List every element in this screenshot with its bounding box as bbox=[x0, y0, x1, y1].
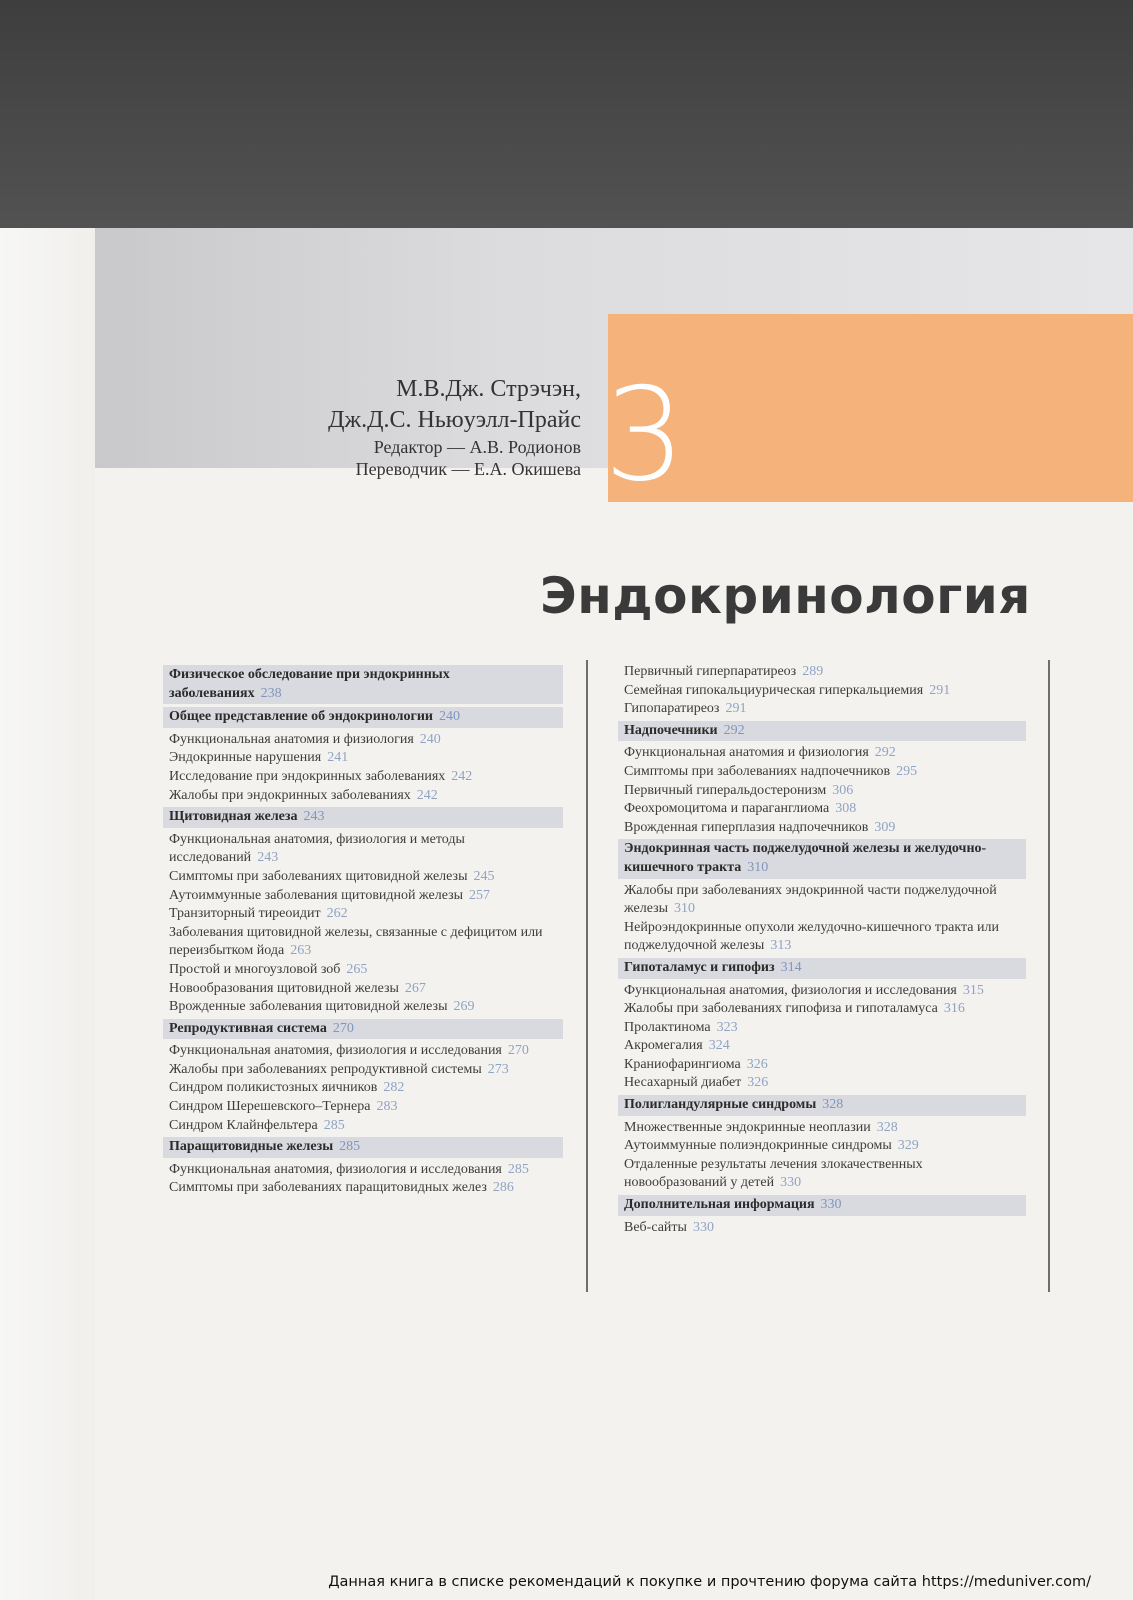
toc-page-number: 309 bbox=[874, 819, 896, 835]
toc-entry-title: Гипопаратиреоз bbox=[624, 701, 720, 717]
toc-entry-title: Множественные эндокринные неоплазии bbox=[624, 1119, 871, 1135]
toc-entry-title: Семейная гипокальциурическая гиперкальциемия bbox=[624, 682, 924, 698]
toc-entry bbox=[163, 887, 563, 906]
footer-note: Данная книга в списке рекомендаций к покупке и прочтению форума сайта https://meduniver.com/ bbox=[328, 1574, 1091, 1590]
toc-entry bbox=[618, 1219, 1026, 1238]
toc-entry-title: Аутоиммунные заболевания щитовидной железы bbox=[169, 887, 464, 903]
toc-page-number: 245 bbox=[473, 868, 495, 884]
toc-entry bbox=[163, 749, 563, 768]
toc-entry-title: Функциональная анатомия и физиология bbox=[624, 745, 869, 761]
toc-entry bbox=[163, 1117, 563, 1136]
toc-entry-title: Функциональная анатомия, физиология и исследования bbox=[169, 1043, 502, 1059]
toc-page-number: 308 bbox=[835, 801, 857, 817]
toc-entry bbox=[618, 800, 1026, 819]
toc-entry-title: Пролактинома bbox=[624, 1019, 711, 1035]
toc-entry-title: Синдром Шерешевского–Тернера bbox=[169, 1099, 371, 1115]
toc-page-number: 315 bbox=[962, 982, 984, 998]
toc-entry bbox=[163, 1042, 563, 1061]
toc-page-number: 310 bbox=[674, 901, 696, 917]
toc-column-left bbox=[163, 663, 563, 1198]
toc-page-number: 267 bbox=[404, 980, 426, 996]
toc-entry-title: Веб-сайты bbox=[624, 1219, 687, 1235]
toc-entry-title: Новообразования щитовидной железы bbox=[169, 980, 399, 996]
toc-entry bbox=[163, 787, 563, 806]
toc-entry bbox=[163, 768, 563, 787]
toc-entry-title: Функциональная анатомия, физиология и методы исследований bbox=[169, 831, 465, 866]
toc-entry bbox=[618, 1119, 1026, 1138]
toc-page-number: 285 bbox=[339, 1139, 361, 1155]
toc-entry-title: Несахарный диабет bbox=[624, 1075, 742, 1091]
toc-section-heading bbox=[618, 958, 1026, 979]
toc-entry bbox=[618, 1074, 1026, 1093]
toc-entry-title: Дополнительная информация bbox=[624, 1197, 815, 1213]
toc-entry-title: Первичный гиперальдостеронизм bbox=[624, 782, 827, 798]
toc-page-number: 330 bbox=[692, 1219, 714, 1235]
toc-page-number: 291 bbox=[725, 701, 747, 717]
toc-entry-title: Надпочечники bbox=[624, 722, 718, 738]
toc-entry bbox=[618, 1137, 1026, 1156]
toc-entry bbox=[618, 1037, 1026, 1056]
toc-entry-title: Щитовидная железа bbox=[169, 809, 298, 825]
toc-entry-title: Отдаленные результаты лечения злокачественных новообразований у детей bbox=[624, 1156, 923, 1191]
toc-section-heading bbox=[163, 665, 563, 704]
toc-entry-title: Общее представление об эндокринологии bbox=[169, 709, 433, 725]
toc-page-number: 238 bbox=[260, 685, 282, 701]
toc-page-number: 257 bbox=[469, 887, 491, 903]
toc-page-number: 330 bbox=[780, 1175, 802, 1191]
toc-section-heading bbox=[163, 707, 563, 728]
toc-page-number: 314 bbox=[780, 959, 802, 975]
toc-entry-title: Синдром Клайнфельтера bbox=[169, 1117, 318, 1133]
toc-entry bbox=[618, 763, 1026, 782]
toc-entry bbox=[618, 1156, 1026, 1193]
toc-entry bbox=[618, 1019, 1026, 1038]
toc-entry-title: Симптомы при заболеваниях щитовидной железы bbox=[169, 868, 468, 884]
toc-entry bbox=[618, 919, 1026, 956]
toc-entry bbox=[163, 1079, 563, 1098]
editor-credit: Редактор — А.В. Родионов bbox=[373, 437, 581, 457]
toc-entry-title: Жалобы при заболеваниях гипофиза и гипоталамуса bbox=[624, 1001, 938, 1017]
toc-entry bbox=[163, 1098, 563, 1117]
toc-section-heading bbox=[163, 807, 563, 828]
toc-page-number: 289 bbox=[802, 664, 824, 679]
toc-page-number: 291 bbox=[929, 682, 951, 698]
toc-page-number: 324 bbox=[708, 1038, 730, 1054]
toc-page-number: 242 bbox=[451, 768, 473, 784]
toc-section-heading bbox=[618, 1095, 1026, 1116]
toc-page-number: 285 bbox=[323, 1117, 345, 1133]
toc-entry bbox=[618, 700, 1026, 719]
toc-page-number: 286 bbox=[492, 1180, 514, 1196]
toc-entry-title: Симптомы при заболеваниях паращитовидных желез bbox=[169, 1180, 487, 1196]
top-dark-band bbox=[0, 0, 1133, 228]
toc-entry-title: Исследование при эндокринных заболеваниях bbox=[169, 768, 446, 784]
toc-section-heading bbox=[163, 1019, 563, 1040]
toc-entry bbox=[618, 682, 1026, 701]
page-edge-shade bbox=[0, 228, 95, 1600]
toc-entry-title: Паращитовидные железы bbox=[169, 1139, 334, 1155]
toc-entry-title: Физическое обследование при эндокринных заболеваниях bbox=[169, 667, 450, 701]
toc-page-number: 323 bbox=[716, 1019, 738, 1035]
toc-entry-title: Репродуктивная система bbox=[169, 1020, 327, 1036]
toc-entry-title: Гипоталамус и гипофиз bbox=[624, 959, 775, 975]
toc-page-number: 262 bbox=[326, 906, 348, 922]
toc-entry bbox=[163, 998, 563, 1017]
toc-page-number: 292 bbox=[874, 745, 896, 761]
toc-page-number: 328 bbox=[822, 1097, 844, 1113]
toc-entry-title: Краниофарингиома bbox=[624, 1056, 741, 1072]
toc-page-number: 270 bbox=[507, 1043, 529, 1059]
toc-section-heading bbox=[618, 1195, 1026, 1216]
toc-page-number: 326 bbox=[746, 1056, 768, 1072]
toc-entry-title: Нейроэндокринные опухоли желудочно-кишечного тракта или поджелудочной железы bbox=[624, 919, 999, 954]
toc-entry bbox=[618, 1000, 1026, 1019]
toc-page-number: 283 bbox=[376, 1099, 398, 1115]
toc-entry bbox=[163, 905, 563, 924]
toc-page-number: 263 bbox=[290, 943, 312, 959]
toc-section-heading bbox=[618, 839, 1026, 878]
toc-entry bbox=[618, 882, 1026, 919]
toc-entry-title: Заболевания щитовидной железы, связанные с дефицитом или переизбытком йода bbox=[169, 924, 543, 959]
toc-page-number: 326 bbox=[747, 1075, 769, 1091]
toc-page-number: 316 bbox=[943, 1001, 965, 1017]
toc-page-number: 270 bbox=[332, 1020, 354, 1036]
toc-page-number: 282 bbox=[383, 1080, 405, 1096]
toc-page-number: 269 bbox=[453, 999, 475, 1015]
toc-entry bbox=[618, 663, 1026, 682]
toc-entry-title: Функциональная анатомия, физиология и исследования bbox=[624, 982, 957, 998]
toc-page-number: 292 bbox=[723, 722, 745, 738]
toc-section-heading bbox=[163, 1137, 563, 1158]
toc-page-number: 329 bbox=[897, 1138, 919, 1154]
toc-page-number: 242 bbox=[416, 787, 438, 803]
toc-entry bbox=[163, 868, 563, 887]
toc-entry bbox=[163, 1161, 563, 1180]
toc-page-number: 240 bbox=[419, 731, 441, 747]
toc-entry-title: Жалобы при заболеваниях эндокринной части поджелудочной железы bbox=[624, 882, 997, 917]
toc-entry-title: Простой и многоузловой зоб bbox=[169, 961, 341, 977]
column-rule-left bbox=[586, 660, 588, 1292]
toc-page-number: 328 bbox=[876, 1119, 898, 1135]
toc-page-number: 273 bbox=[487, 1061, 509, 1077]
toc-page-number: 243 bbox=[257, 850, 279, 866]
toc-page-number: 330 bbox=[820, 1197, 842, 1213]
chapter-authors bbox=[221, 374, 581, 480]
toc-column-right bbox=[618, 663, 1026, 1237]
toc-entry bbox=[618, 782, 1026, 801]
toc-page-number: 310 bbox=[747, 859, 769, 875]
toc-page-number: 265 bbox=[346, 961, 368, 977]
toc-entry-title: Транзиторный тиреоидит bbox=[169, 906, 321, 922]
chapter-title: Эндокринология bbox=[540, 567, 1031, 625]
toc-entry-title: Симптомы при заболеваниях надпочечников bbox=[624, 763, 891, 779]
translator-credit: Переводчик — Е.А. Окишева bbox=[355, 459, 581, 479]
toc-page-number: 295 bbox=[896, 763, 918, 779]
toc-entry bbox=[618, 1056, 1026, 1075]
toc-entry-title: Врожденные заболевания щитовидной железы bbox=[169, 999, 448, 1015]
toc-page-number: 313 bbox=[770, 938, 792, 954]
toc-entry-title: Врожденная гиперплазия надпочечников bbox=[624, 819, 869, 835]
toc-entry bbox=[618, 982, 1026, 1001]
column-rule-right bbox=[1048, 660, 1050, 1292]
chapter-number: 3 bbox=[604, 361, 686, 510]
toc-entry bbox=[163, 1061, 563, 1080]
toc-page-number: 306 bbox=[832, 782, 854, 798]
toc-entry bbox=[163, 731, 563, 750]
toc-entry bbox=[618, 744, 1026, 763]
author-line: М.В.Дж. Стрэчэн, bbox=[396, 376, 581, 402]
toc-page-number: 241 bbox=[327, 750, 349, 766]
toc-entry-title: Акромегалия bbox=[624, 1038, 703, 1054]
toc-entry-title: Полигландулярные синдромы bbox=[624, 1097, 817, 1113]
toc-entry-title: Функциональная анатомия и физиология bbox=[169, 731, 414, 747]
toc-page-number: 285 bbox=[507, 1161, 529, 1177]
toc-entry bbox=[163, 980, 563, 999]
toc-entry-title: Эндокринная часть поджелудочной железы и желудочно-кишечного тракта bbox=[624, 841, 987, 875]
toc-entry-title: Эндокринные нарушения bbox=[169, 750, 322, 766]
toc-entry bbox=[163, 831, 563, 868]
toc-entry-title: Жалобы при заболеваниях репродуктивной системы bbox=[169, 1061, 482, 1077]
toc-page-number: 243 bbox=[303, 809, 325, 825]
toc-entry-title: Первичный гиперпаратиреоз bbox=[624, 664, 797, 679]
toc-entry bbox=[163, 1179, 563, 1198]
toc-entry bbox=[618, 819, 1026, 838]
toc-entry-title: Феохромоцитома и параганглиома bbox=[624, 801, 830, 817]
author-line: Дж.Д.С. Ньюуэлл-Прайс bbox=[328, 407, 581, 433]
toc-section-heading bbox=[618, 721, 1026, 742]
toc-entry-title: Функциональная анатомия, физиология и исследования bbox=[169, 1161, 502, 1177]
toc-entry bbox=[163, 961, 563, 980]
toc-page-number: 240 bbox=[439, 709, 460, 725]
toc-entry-title: Аутоиммунные полиэндокринные синдромы bbox=[624, 1138, 892, 1154]
toc-entry bbox=[163, 924, 563, 961]
toc-entry-title: Синдром поликистозных яичников bbox=[169, 1080, 378, 1096]
toc-entry-title: Жалобы при эндокринных заболеваниях bbox=[169, 787, 411, 803]
